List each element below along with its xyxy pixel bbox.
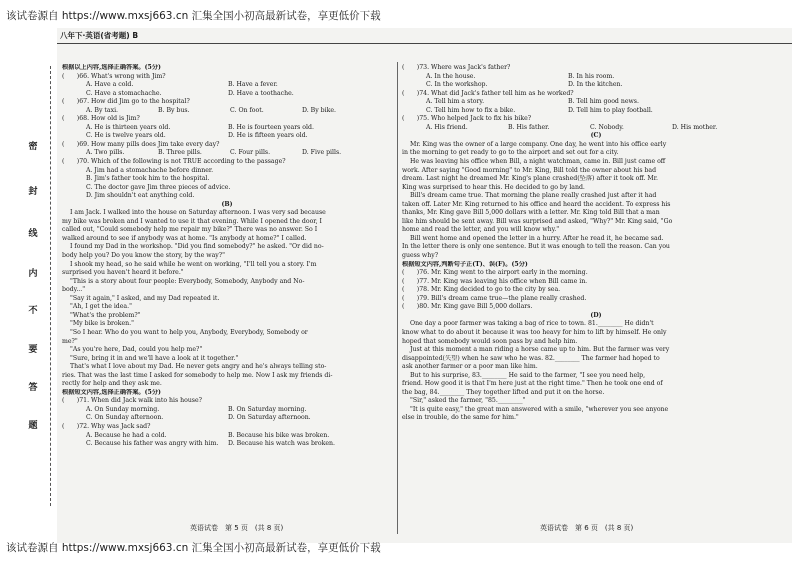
options-75 [402,124,790,133]
passage-line: rectly for help and they ask me. [62,380,162,388]
option: A. Jim had a stomachache before dinner. [86,166,214,174]
passage-line: Just at this moment a man riding a horse came up to him. But the farmer was very [410,346,670,354]
passage-line: I found my Dad in the workshop. "Did you find somebody?" he asked. "Or did no- [70,243,324,251]
option: A. In the house. [426,72,476,80]
passage-line: "Sure, bring it in and we'll have a look at it together." [70,354,239,362]
passage-line: hoped that somebody would soon pass by and help him. [402,337,578,345]
options-68 [62,124,392,141]
option: C. Tell him how to fix a bike. [426,106,516,114]
left-column [62,64,392,449]
passage-line: "Ah, I get the idea." [70,303,132,311]
option: D. Have a toothache. [228,89,294,97]
passage-line: me?" [62,337,78,345]
option: D. On Saturday afternoon. [228,414,311,422]
passage-line: But to his surprise, 83.________ He said to the farmer, "I see you need help, [410,371,646,379]
option: A. By taxi. [86,106,119,114]
option: D. His mother. [672,123,718,131]
passage-line: home and read the letter, and you will know why." [402,226,560,234]
option: A. His friend. [426,123,468,131]
options-71 [62,406,392,423]
passage-line: body help you? Do you know the story, by the way?" [62,252,225,260]
true-false-item: ( )79. Bill's dream came true—the plane really crashed. [402,294,587,302]
watermark-bottom: 该试卷源自 https://www.mxsj663.cn 汇集全国小初高最新试卷，享更低价下载 [6,542,381,554]
passage-line: thanks, Mr. King gave Bill 5,000 dollars with a letter. Mr. King told Bill that a man [402,209,660,217]
column-divider [397,62,398,534]
section-instruction: 根据短文内容,选择正确答案。(5分) [62,388,161,396]
passage-line: taken off. Later Mr. King returned to his office and heard the accident. To express his [402,200,671,208]
question-66: ( )66. What's wrong with Jim? [62,72,166,80]
option: C. The doctor gave Jim three pieces of advice. [86,183,231,191]
options-69 [62,149,392,158]
passage-line: ries. That was the last time I asked for somebody to help me. Now I ask my friends di- [62,371,333,379]
section-instruction: 根据以上内容,选择正确答案。(5分) [62,64,161,71]
passage-line: called out, "Could somebody help me repair my bike?" There was no answer. So I [62,226,318,234]
watermark-top: 该试卷源自 https://www.mxsj663.cn 汇集全国小初高最新试卷，享更低价下载 [6,10,381,22]
seal-char: 要 [28,345,38,355]
option: B. In his room. [568,72,615,80]
passage-line: body..." [62,286,86,294]
right-column [402,64,790,423]
section-label-d: (D) [590,311,602,319]
option: B. Because his bike was broken. [228,431,330,439]
true-false-item: ( )78. Mr. King decided to go to the city by sea. [402,286,561,294]
option: A. Have a cold. [86,81,134,89]
option: B. Have a fever. [228,81,278,89]
option: D. By bike. [302,106,337,114]
option: B. Tell him good news. [568,98,639,106]
options-67 [62,107,392,116]
option: A. He is thirteen years old. [86,123,171,131]
section-label-b: (B) [221,200,233,208]
seal-char: 题 [28,421,38,431]
options-72 [62,432,392,449]
true-false-item: ( )76. Mr. King went to the airport early in the morning. [402,269,588,277]
passage-line: my bike was broken and I wanted to use it that evening. While I opened the door, I [62,217,322,225]
seal-char: 不 [28,306,38,316]
option: D. In the kitchen. [568,81,623,89]
option: B. He is fourteen years old. [228,123,314,131]
true-false-item: ( )77. Mr. King was leaving his office when Bill came in. [402,277,588,285]
question-73: ( )73. Where was Jack's father? [402,64,511,71]
passage-line: "As you're here, Dad, could you help me?" [70,346,203,354]
option: D. Five pills. [302,149,342,157]
option: C. On Sunday afternoon. [86,414,164,422]
option: A. Tell him a story. [426,98,485,106]
question-72: ( )72. Why was Jack sad? [62,422,151,430]
passage-line: "This is a story about four people: Everybody, Somebody, Anybody and No- [70,277,305,285]
question-69: ( )69. How many pills does Jim take every day? [62,140,220,148]
page-header: 八年下·英语(省考题) B [60,31,139,40]
question-67: ( )67. How did Jim go to the hospital? [62,98,190,106]
option: D. Jim shouldn't eat anything cold. [86,192,195,200]
options-66 [62,81,392,98]
option: C. Have a stomachache. [86,89,162,97]
passage-line: the bag, 84.________ They together lifted and put it on the horse. [402,388,605,396]
passage-line: In the letter there is only one sentence. But it was enough to tell the reason. Can you [402,243,670,251]
passage-line: disappointed(失望) when he saw who he was. 82.________ The farmer had hoped to [402,354,660,362]
passage-line: I shook my head, so he said while he went on working, "I'll tell you a story. I'm [70,260,317,268]
passage-line: "Say it again," I asked, and my Dad repeated it. [70,294,220,302]
passage-line: "So I hear. Who do you want to help you, Anybody, Everybody, Somebody or [70,328,308,336]
seal-char: 线 [28,229,38,239]
page-footer-left: 英语试卷 第 5 页 (共 8 页) [190,524,284,532]
passage-line: Bill went home and opened the letter in a hurry. After he read it, he became sad. [410,234,664,242]
passage-line: walked around to see if anybody was at home. "Is anybody at home?" I called. [62,234,307,242]
option: D. He is fifteen years old. [228,132,308,140]
question-71: ( )71. When did Jack walk into his house? [62,397,202,405]
passage-line: King was surprised to hear this. He decided to go by land. [402,183,585,191]
page-footer-right: 英语试卷 第 6 页 (共 8 页) [540,524,634,532]
passage-line: know what to do about it because it was too heavy for him to lift by himself. He only [402,328,667,336]
passage-line: Bill's dream came true. That morning the plane really crashed just after it had [410,192,657,200]
passage-line: else in trouble, do the same for him." [402,414,519,422]
option: B. On Saturday morning. [228,405,307,413]
passage-line: in the morning to get ready to go to the airport and set out for a city. [402,149,619,157]
passage-line: guess why? [402,252,439,260]
option: C. On foot. [230,106,264,114]
option: A. Because he had a cold. [86,431,167,439]
option: C. In the workshop. [426,81,488,89]
seal-char: 密 [28,142,38,152]
seal-char: 内 [28,269,38,279]
seal-line [50,66,51,506]
question-68: ( )68. How old is Jim? [62,115,140,123]
passage-line: I am Jack. I walked into the house on Saturday afternoon. I was very sad because [70,209,326,217]
option: C. Nobody. [590,123,624,131]
option: D. Because his watch was broken. [228,440,335,448]
passage-line: "It is quite easy," the great man answered with a smile, "wherever you see anyone [410,405,669,413]
passage-line: Mr. King was the owner of a large company. One day, he went into his office early [410,140,667,148]
passage-line: work. After saying "Good morning" to Mr. King, Bill told the owner about his bad [402,166,657,174]
question-70: ( )70. Which of the following is not TRUE according to the passage? [62,158,286,166]
passage-line: dream. Last night he dreamed Mr. King's plane crashed(坠落) after it took off. Mr. [402,175,658,183]
seal-char: 答 [28,383,38,393]
true-false-item: ( )80. Mr. King gave Bill 5,000 dollars. [402,303,533,311]
question-74: ( )74. What did Jack's father tell him as he worked? [402,89,574,97]
passage-line: He was leaving his office when Bill, a night watchman, came in. Bill just came off [410,158,666,166]
option: B. Jim's father took him to the hospital. [86,175,210,183]
option: B. Three pills. [158,149,202,157]
option: C. Because his father was angry with him. [86,440,219,448]
section-label-c: (C) [590,132,602,140]
header-rule [57,43,792,44]
passage-line: surprised you haven't heard it before." [62,269,184,277]
seal-char: 封 [28,187,38,197]
option: A. On Sunday morning. [86,405,160,413]
option: D. Tell him to play football. [568,106,653,114]
option: C. He is twelve years old. [86,132,166,140]
option: C. Four pills. [230,149,271,157]
passage-line: ask another farmer or a poor man like him. [402,363,538,371]
passage-line: That's what I love about my Dad. He never gets angry and he's always telling sto- [70,363,327,371]
passage-line: like him should be sent away. Bill was surprised and asked, "Why?" Mr. King said, "Go [402,217,673,225]
options-74 [402,98,790,115]
passage-line: "My bike is broken." [70,320,134,328]
passage-line: friend. How good it is that I'm here just at the right time." Then he took one end of [402,380,663,388]
options-73 [402,73,790,90]
option: B. By bus. [158,106,190,114]
passage-line: "Sir," asked the farmer, "85.________" [410,397,526,405]
passage-line: One day a poor farmer was taking a bag of rice to town. 81.________ He didn't [410,320,654,328]
option: A. Two pills. [86,149,125,157]
question-75: ( )75. Who helped Jack to fix his bike? [402,115,532,123]
passage-line: "What's the problem?" [70,311,141,319]
section-instruction: 根据短文内容,判断句子正(T)、误(F)。(5分) [402,260,528,268]
option: B. His father. [508,123,550,131]
